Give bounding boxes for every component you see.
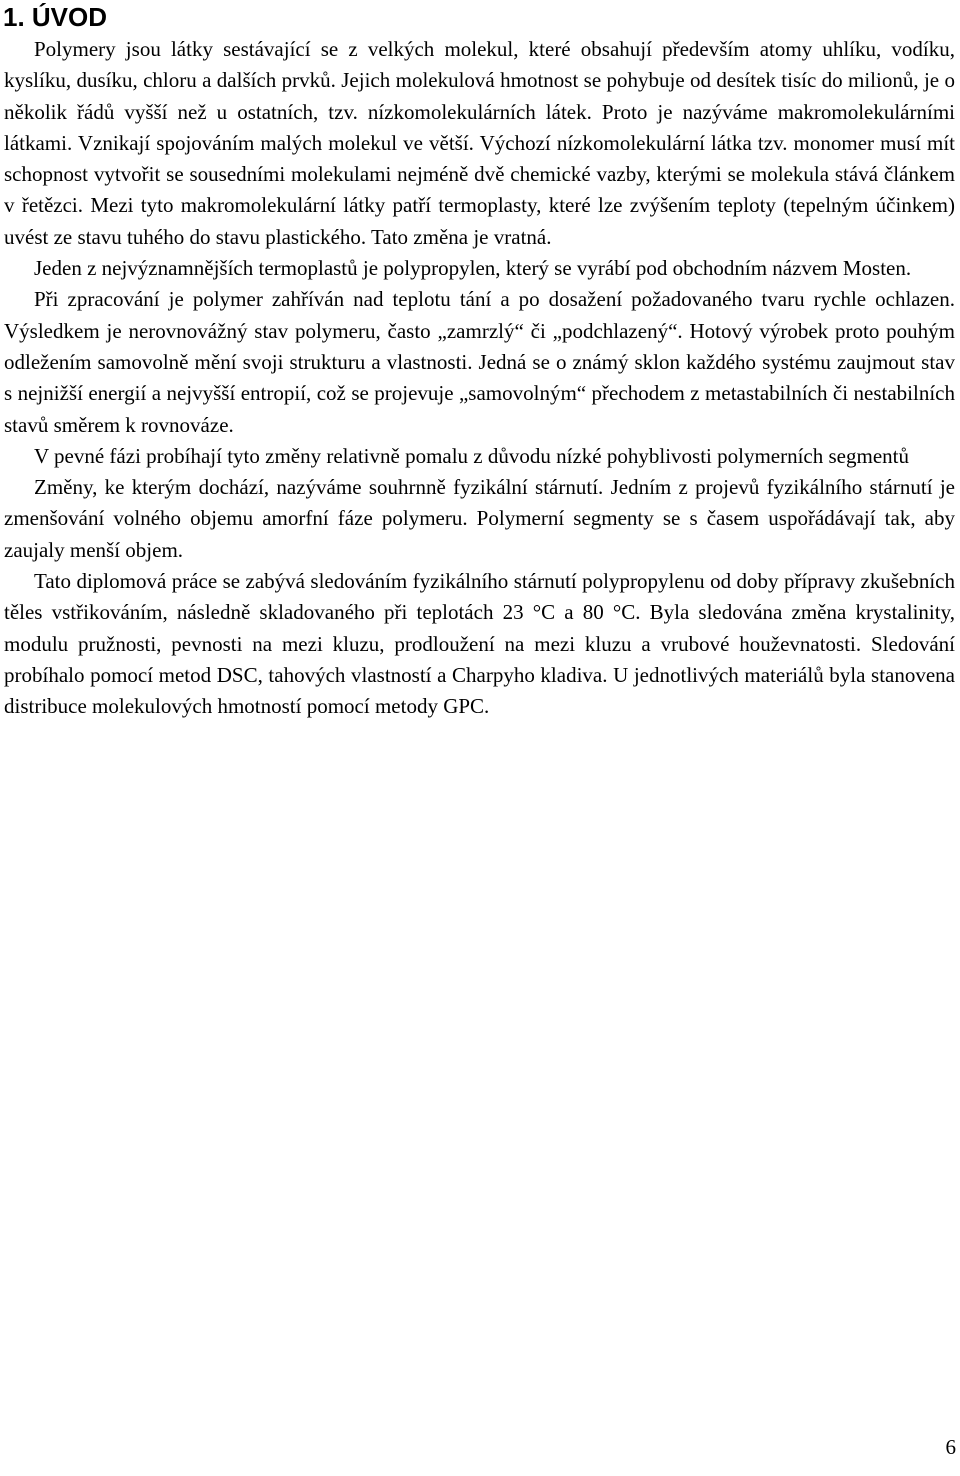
paragraph-introduction: Polymery jsou látky sestávající se z velkých molekul, které obsahují především atomy uhlíku, vodíku, kyslíku, dusíku, chloru a dalších prvků. Jejich molekulová hmotnost se pohybuje od desítek tisíc do milionů, je o několik řádů vyšší než u ostatních, tzv. nízkomolekulárních látek. Proto je nazýváme makromolekulárními látkami. Vznikají spojováním malých molekul ve větší. Výchozí nízkomolekulární látka tzv. monomer musí mít schopnost vytvořit se sousedními molekulami nejméně dvě chemické vazby, kterými se molekula stává článkem v řetězci. Mezi tyto makromolekulární látky patří termoplasty, které lze zvýšením teploty (tepelným účinkem) uvést ze stavu tuhého do stavu plastického. Tato změna je vratná.	[4, 37, 955, 249]
section-heading: 1. ÚVOD	[3, 2, 108, 32]
page-number: 6	[945, 1435, 956, 1459]
body-text	[4, 34, 955, 723]
paragraph-processing: Při zpracování je polymer zahříván nad teplotu tání a po dosažení požadovaného tvaru rychle ochlazen. Výsledkem je nerovnovážný stav polymeru, často „zamrzlý“ či „podchlazený“. Hotový výrobek proto pouhým odležením samovolně mění svoji strukturu a vlastnosti. Jedná se o známý sklon každého systému zaujmout stav s nejnižší energií a nejvyšší entropií, což se projevuje „samovolným“ přechodem z metastabilních či nestabilních stavů směrem k rovnováze.	[4, 287, 955, 437]
paragraph-physical-aging: Změny, ke kterým dochází, nazýváme souhrnně fyzikální stárnutí. Jedním z projevů fyzikálního stárnutí je zmenšování volného objemu amorfní fáze polymeru. Polymerní segmenty se s časem uspořádávají tak, aby zaujaly menší objem.	[4, 475, 955, 562]
paragraph-solid-phase: V pevné fázi probíhají tyto změny relativně pomalu z důvodu nízké pohyblivosti polymerních segmentů	[34, 443, 909, 468]
paragraph-polypropylene: Jeden z nejvýznamnějších termoplastů je polypropylen, který se vyrábí pod obchodním názvem Mosten.	[34, 256, 912, 281]
paragraph-thesis-aim: Tato diplomová práce se zabývá sledováním fyzikálního stárnutí polypropylenu od doby přípravy zkušebních těles vstřikováním, následně skladovaného při teplotách 23 °C a 80 °C. Byla sledována změna krystalinity, modulu pružnosti, pevnosti na mezi kluzu, prodloužení na mezi kluzu a vrubové houževnatosti. Sledování probíhalo pomocí metod DSC, tahových vlastností a Charpyho kladiva. U jednotlivých materiálů byla stanovena distribuce molekulových hmotností pomocí metody GPC.	[4, 569, 955, 719]
